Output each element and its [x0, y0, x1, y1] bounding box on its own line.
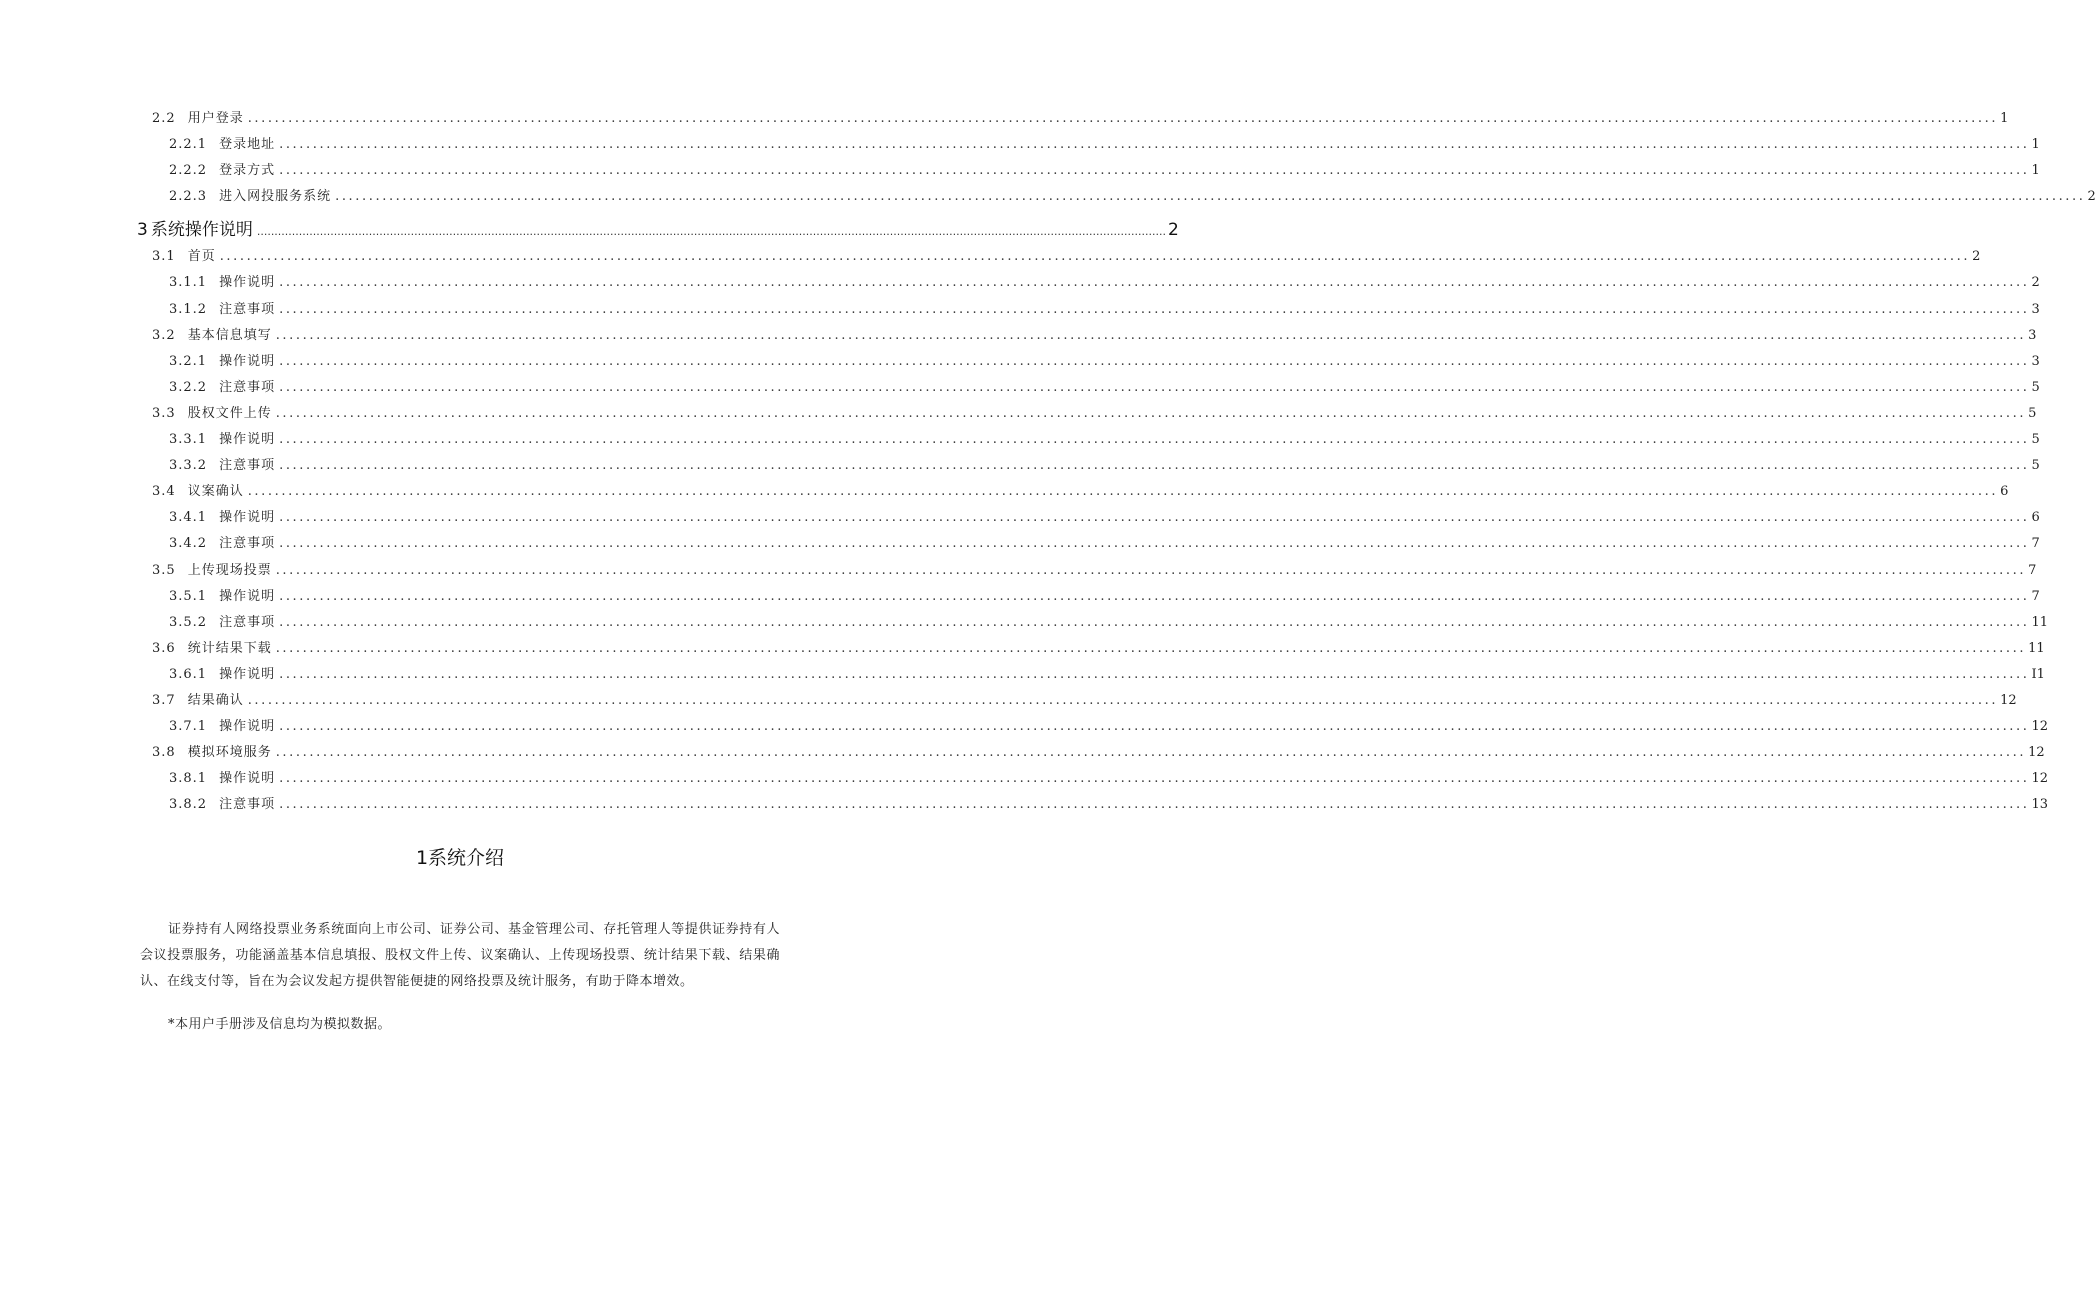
toc-entry[interactable] [152, 327, 2037, 344]
toc-title: 操作说明 [219, 666, 276, 682]
toc-number: 3.2.2 [169, 379, 208, 395]
toc-page-number: 3 [2031, 301, 2040, 317]
toc-number: 3.4.1 [169, 510, 208, 526]
toc-number: 3.5.2 [169, 614, 208, 630]
toc-entry[interactable] [169, 137, 2040, 153]
toc-number: 3.3 [152, 405, 176, 421]
toc-leader-dots: .................................................................................................................................................................................................................................................................... [279, 137, 2030, 153]
intro-paragraph: 证券持有人网络投票业务系统面向上市公司、证券公司、基金管理公司、存托管理人等提供证券持有人会议投票服务，功能涵盖基本信息填报、股权文件上传、议案确认、上传现场投票、统计结果下载、结果确认、在线支付等，旨在为会议发起方提供智能便捷的网络投票及统计服务，有助于降本增效。 [140, 922, 780, 989]
toc-entry[interactable] [169, 275, 2040, 291]
toc-page-number: 12 [2000, 693, 2017, 708]
toc-number: 3.2 [152, 327, 176, 343]
toc-leader-dots: .................................................................................................................................................................................................................................................................... [335, 189, 2086, 205]
toc-title: 结果确认 [187, 693, 244, 708]
toc-entry[interactable] [152, 562, 2037, 579]
toc-entry[interactable] [152, 640, 2045, 657]
toc-leader-dots: .................................................................................................................................................................................................................................................................... [279, 536, 2030, 552]
toc-number: 2.2.2 [169, 163, 208, 179]
toc-number: 3.3.1 [169, 432, 208, 447]
toc-entry[interactable] [169, 719, 2049, 735]
toc-title: 操作说明 [219, 510, 276, 526]
toc-number: 2.2.3 [169, 189, 208, 205]
toc-title: 操作说明 [219, 275, 276, 291]
toc-entry[interactable] [169, 189, 2096, 205]
toc-number: 3.7 [152, 693, 176, 708]
toc-leader-dots: .................................................................................................................................................................................................................................................................... [275, 327, 2027, 343]
toc-title: 模拟环境服务 [187, 745, 272, 761]
toc-page-number: 12 [2031, 771, 2049, 787]
toc-leader-dots: .................................................................................................................................................................................................................................................................... [279, 432, 2030, 447]
toc-page-number: 6 [2000, 484, 2009, 500]
toc-page-number: 1 [2031, 163, 2040, 179]
toc-title: 用户登录 [187, 111, 244, 126]
toc-entry[interactable] [169, 797, 2049, 813]
toc-leader-dots: .................................................................................................................................................................................................................................................................... [279, 719, 2030, 735]
section-heading: 1系统介绍 [415, 847, 505, 869]
toc-title: 基本信息填写 [187, 327, 272, 343]
toc-entry[interactable] [169, 458, 2040, 474]
toc-leader-dots: .................................................................................................................................................................................................................................................................... [279, 588, 2030, 604]
toc-number: 3.8 [152, 745, 176, 761]
toc-leader-dots: .................................................................................................................................................................................................................................................................... [247, 484, 1999, 500]
toc-number: 3.1 [152, 249, 176, 265]
toc-title: 登录方式 [219, 163, 276, 179]
toc-page-number: I1 [2031, 666, 2045, 682]
toc-number: 3.4.2 [169, 536, 208, 552]
toc-leader-dots: .................................................................................................................................................................................................................................................................... [279, 614, 2030, 630]
toc-page-number: 1 [2000, 111, 2009, 126]
toc-page-number: 2 [1972, 249, 1981, 265]
toc-title: 操作说明 [219, 719, 276, 735]
toc-leader-dots: .................................................................................................................................................................................................................................................................... [275, 405, 2027, 421]
toc-number: 3.5.1 [169, 588, 208, 604]
toc-title: 操作说明 [219, 432, 276, 447]
toc-page-number: 13 [2031, 797, 2049, 813]
toc-leader-dots: .................................................................................................................................................................................................................................................................... [279, 301, 2030, 317]
toc-leader-dots: .................................................................................................................................................................................................................................................................... [279, 771, 2030, 787]
toc-title: 议案确认 [187, 484, 244, 500]
toc-entry[interactable] [169, 353, 2040, 370]
toc-leader-dots: .................................................................................................................................................................................................................................................................... [279, 666, 2030, 682]
toc-page-number: 5 [2028, 405, 2037, 421]
toc-page-number: 3 [2031, 353, 2040, 369]
toc-page-number: 6 [2031, 510, 2040, 526]
toc-title: 统计结果下载 [187, 640, 272, 656]
toc-page-number: 11 [2028, 640, 2045, 656]
toc-leader-dots: .................................................................................................................................................................................................................................................................... [279, 510, 2030, 526]
toc-entry[interactable] [169, 301, 2040, 318]
note-paragraph: *本用户手册涉及信息均为模拟数据。 [168, 1017, 392, 1032]
toc-leader-dots: .................................................................................................................................................................................................................................................................... [256, 225, 1166, 239]
toc-leader-dots: .................................................................................................................................................................................................................................................................... [247, 693, 1999, 708]
toc-title: 操作说明 [219, 771, 276, 787]
toc-leader-dots: .................................................................................................................................................................................................................................................................... [275, 640, 2027, 656]
toc-leader-dots: .................................................................................................................................................................................................................................................................... [275, 562, 2027, 578]
toc-leader-dots: .................................................................................................................................................................................................................................................................... [279, 275, 2030, 291]
toc-page-number: 3 [2028, 327, 2037, 343]
toc-number: 3.5 [152, 562, 176, 578]
toc-title: 登录地址 [219, 137, 276, 153]
toc-page-number: 2 [2087, 189, 2096, 205]
toc-title: 注意事项 [219, 379, 276, 395]
toc-number: 3.6 [152, 640, 176, 656]
toc-number: 3.6.1 [169, 666, 208, 682]
toc-title: 股权文件上传 [187, 405, 272, 421]
toc-title: 进入网投服务系统 [219, 189, 332, 205]
toc-number: 3.4 [152, 484, 176, 500]
toc-leader-dots: .................................................................................................................................................................................................................................................................... [279, 797, 2030, 813]
toc-leader-dots: .................................................................................................................................................................................................................................................................... [279, 163, 2030, 179]
toc-entry[interactable] [169, 432, 2040, 448]
toc-title: 上传现场投票 [187, 562, 272, 578]
toc-number: 3.2.1 [169, 353, 208, 369]
toc-entry[interactable] [169, 379, 2040, 396]
toc-leader-dots: .................................................................................................................................................................................................................................................................... [279, 458, 2030, 474]
toc-number: 3.8.1 [169, 771, 208, 787]
toc-number: 2.2 [152, 111, 176, 126]
toc-title: 注意事项 [219, 797, 276, 813]
toc-page-number: 5 [2031, 379, 2040, 395]
toc-page-number: 11 [2031, 614, 2049, 630]
toc-title: 注意事项 [219, 301, 276, 317]
toc-entry[interactable] [152, 484, 2009, 500]
toc-number: 3.8.2 [169, 797, 208, 813]
toc-title: 注意事项 [219, 536, 276, 552]
toc-entry[interactable] [152, 111, 2009, 127]
toc-leader-dots: .................................................................................................................................................................................................................................................................... [279, 353, 2030, 369]
toc-leader-dots: .................................................................................................................................................................................................................................................................... [279, 379, 2030, 395]
toc-entry[interactable] [169, 588, 2040, 605]
toc-entry[interactable] [169, 771, 2049, 787]
toc-title: 操作说明 [219, 588, 276, 604]
toc-entry[interactable] [169, 510, 2040, 526]
toc-number: 3.1.2 [169, 301, 208, 317]
toc-entry[interactable] [152, 745, 2045, 761]
toc-title: 注意事项 [219, 458, 276, 474]
toc-entry[interactable] [169, 536, 2040, 552]
toc-leader-dots: .................................................................................................................................................................................................................................................................... [275, 745, 2027, 761]
toc-title: 首页 [187, 249, 216, 265]
toc-page-number: 7 [2028, 562, 2037, 578]
toc-page-number: 12 [2028, 745, 2045, 761]
toc-entry[interactable] [152, 693, 2017, 709]
toc-number: 3.7.1 [169, 719, 208, 735]
toc-page-number: 5 [2031, 432, 2040, 447]
toc-number: 3.1.1 [169, 275, 208, 291]
toc-entry[interactable] [169, 666, 2045, 683]
toc-page-number: 7 [2031, 588, 2040, 604]
toc-number: 3.3.2 [169, 458, 208, 474]
toc-entry[interactable] [169, 614, 2049, 631]
toc-page-number: 12 [2031, 719, 2049, 735]
toc-page-number: 2 [1167, 220, 1179, 241]
toc-entry[interactable] [137, 220, 1179, 242]
toc-title: 注意事项 [219, 614, 276, 630]
toc-page-number: 1 [2031, 137, 2040, 153]
toc-title: 系统操作说明 [150, 220, 253, 241]
toc-page-number: 5 [2031, 458, 2040, 474]
toc-leader-dots: .................................................................................................................................................................................................................................................................... [219, 249, 1971, 265]
toc-leader-dots: .................................................................................................................................................................................................................................................................... [247, 111, 1999, 126]
toc-number: 3 [137, 220, 149, 241]
toc-entry[interactable] [169, 163, 2040, 179]
toc-entry[interactable] [152, 249, 1981, 265]
toc-number: 2.2.1 [169, 137, 208, 153]
toc-title: 操作说明 [219, 353, 276, 369]
toc-entry[interactable] [152, 405, 2037, 422]
toc-page-number: 7 [2031, 536, 2040, 552]
toc-page-number: 2 [2031, 275, 2040, 291]
